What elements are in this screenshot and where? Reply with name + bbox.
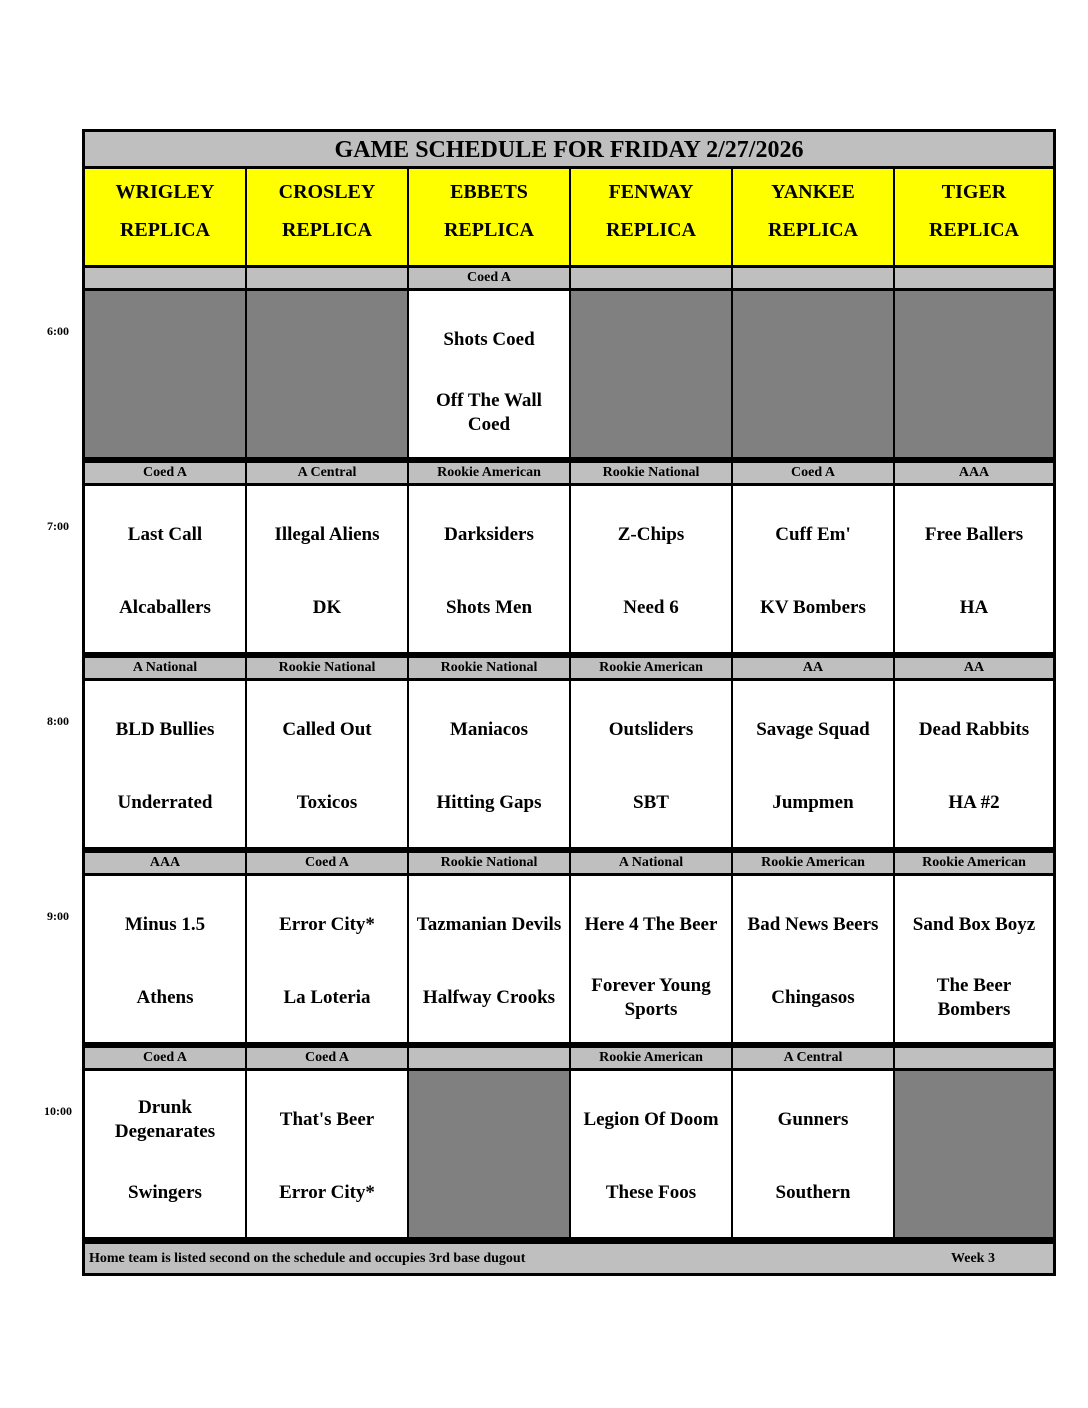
away-team: Maniacos [449,719,529,740]
division-label: A Central [733,1048,893,1068]
game-cell [895,876,1053,1042]
field-subtitle: REPLICA [443,219,534,241]
away-team: Last Call [127,524,203,545]
division-label [895,1048,1053,1068]
home-team: Jumpmen [772,792,854,813]
field-name: WRIGLEY [115,181,215,203]
field-header-yankee [733,169,893,265]
field-header-crosley [247,169,407,265]
field-subtitle: REPLICA [119,219,210,241]
game-cell [85,486,245,652]
home-team: HA #2 [948,792,1000,813]
home-team: Shots Men [445,597,533,618]
home-team: Chingasos [771,987,855,1008]
game-cell [409,486,569,652]
away-team: Savage Squad [756,719,870,740]
game-cell [409,291,569,457]
empty-slot [409,1071,569,1237]
field-subtitle: REPLICA [605,219,696,241]
home-team: Athens [136,987,194,1008]
division-label: AA [895,658,1053,678]
game-cell [733,876,893,1042]
game-cell [85,681,245,847]
game-cell [571,486,731,652]
field-header-ebbets [409,169,569,265]
division-label: Rookie American [571,658,731,678]
division-label: Rookie National [571,463,731,483]
game-cell [247,681,407,847]
field-header-wrigley [85,169,245,265]
division-label [895,268,1053,288]
game-cell [733,1071,893,1237]
away-team: That's Beer [279,1109,375,1130]
field-name: TIGER [941,181,1007,203]
home-team: Forever Young Sports [591,975,711,1020]
home-team: The Beer Bombers [936,975,1012,1020]
division-label [409,1048,569,1068]
field-subtitle: REPLICA [928,219,1019,241]
away-team: BLD Bullies [115,719,215,740]
division-label: Rookie American [895,853,1053,873]
empty-slot [85,291,245,457]
division-label: A National [571,853,731,873]
game-cell [409,681,569,847]
away-team: Illegal Aliens [274,524,380,545]
home-team: Hitting Gaps [436,792,542,813]
home-team: Toxicos [296,792,358,813]
home-team: Underrated [117,792,213,813]
field-name: FENWAY [608,181,694,203]
home-team: La Loteria [283,987,371,1008]
game-cell [571,1071,731,1237]
division-label: Rookie National [409,853,569,873]
division-label: Coed A [85,463,245,483]
away-team: Called Out [282,719,372,740]
field-header-tiger [895,169,1053,265]
game-cell [733,681,893,847]
game-cell [571,876,731,1042]
away-team: Shots Coed [443,329,535,350]
field-subtitle: REPLICA [767,219,858,241]
game-cell [247,876,407,1042]
division-label: Rookie National [409,658,569,678]
week-label: Week 3 [951,1251,995,1266]
home-team: SBT [633,792,669,813]
game-cell [247,486,407,652]
division-label [733,268,893,288]
empty-slot [895,291,1053,457]
away-team: Here 4 The Beer [584,914,718,935]
game-cell [571,681,731,847]
home-team: Halfway Crooks [422,987,556,1008]
time-label: 10:00 [44,1104,72,1118]
away-team: Z-Chips [617,524,685,545]
away-team: Free Ballers [924,524,1024,545]
time-label: 6:00 [47,324,69,338]
home-team: HA [959,597,989,618]
time-label: 9:00 [47,909,69,923]
division-label [247,268,407,288]
division-label: A National [85,658,245,678]
time-label: 8:00 [47,714,69,728]
empty-slot [733,291,893,457]
away-team: Darksiders [444,524,534,545]
game-cell [895,681,1053,847]
footer-note: Home team is listed second on the schedule and occupies 3rd base dugout [89,1251,526,1266]
field-name: YANKEE [771,181,855,203]
division-label: Coed A [733,463,893,483]
division-label: Coed A [85,1048,245,1068]
away-team: Minus 1.5 [124,914,206,935]
away-team: Cuff Em' [775,524,851,545]
division-label: Rookie American [733,853,893,873]
division-label: Rookie National [247,658,407,678]
division-label: Rookie American [571,1048,731,1068]
away-team: Outsliders [608,719,694,740]
division-label: Coed A [247,1048,407,1068]
home-team: DK [312,597,342,618]
away-team: Gunners [777,1109,849,1130]
empty-slot [895,1071,1053,1237]
schedule-table [82,129,1056,1276]
home-team: Swingers [128,1182,202,1203]
footer [85,1244,1053,1273]
home-team: These Foos [605,1182,697,1203]
division-label: Rookie American [409,463,569,483]
field-name: CROSLEY [278,181,376,203]
away-team: Drunk Degenarates [114,1097,216,1142]
division-label: AAA [895,463,1053,483]
away-team: Legion Of Doom [583,1109,719,1130]
division-label: Coed A [409,268,569,288]
home-team: Off The Wall Coed [436,390,542,435]
division-label: AA [733,658,893,678]
division-label: Coed A [247,853,407,873]
home-team: Southern [775,1182,851,1203]
schedule-title: GAME SCHEDULE FOR FRIDAY 2/27/2026 [85,132,1053,166]
division-label: AAA [85,853,245,873]
home-team: Error City* [279,1182,375,1203]
game-cell [85,876,245,1042]
home-team: KV Bombers [760,597,866,618]
empty-slot [571,291,731,457]
game-cell [247,1071,407,1237]
game-cell [895,486,1053,652]
away-team: Bad News Beers [747,914,879,935]
division-label [85,268,245,288]
division-label [571,268,731,288]
away-team: Error City* [279,914,375,935]
game-cell [409,876,569,1042]
home-team: Need 6 [623,597,679,618]
field-name: EBBETS [450,181,528,203]
field-header-fenway [571,169,731,265]
game-cell [85,1071,245,1237]
field-subtitle: REPLICA [281,219,372,241]
time-label: 7:00 [47,519,69,533]
division-label: A Central [247,463,407,483]
away-team: Tazmanian Devils [416,914,562,935]
empty-slot [247,291,407,457]
away-team: Sand Box Boyz [912,914,1036,935]
away-team: Dead Rabbits [918,719,1030,740]
game-cell [733,486,893,652]
home-team: Alcaballers [119,597,211,618]
